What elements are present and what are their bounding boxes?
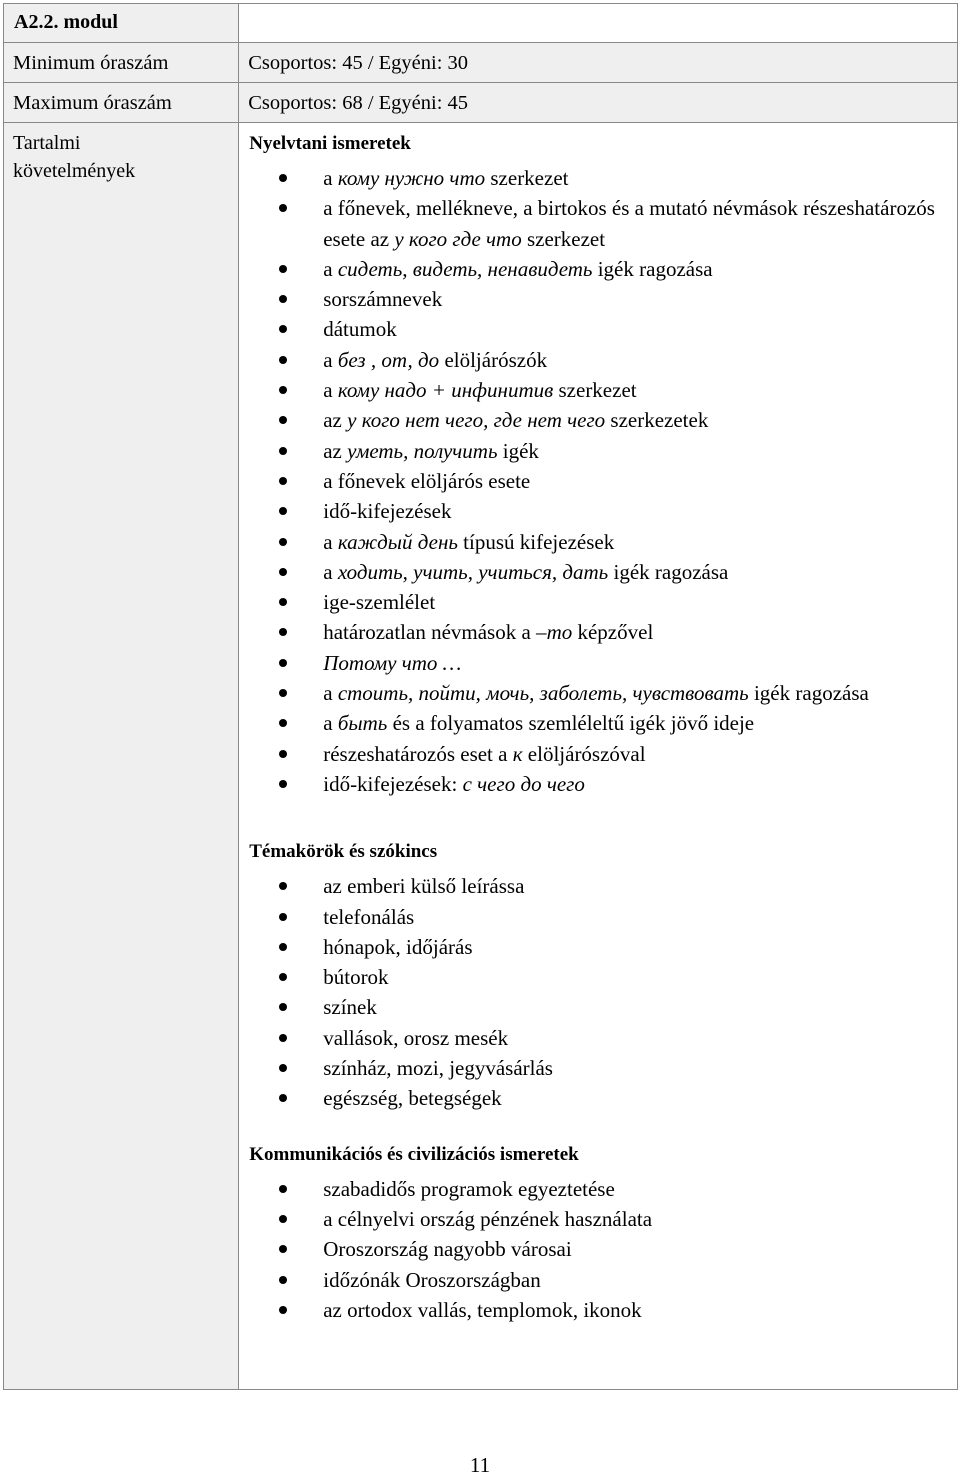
list-item: a без , от, до elöljárószók bbox=[249, 345, 957, 375]
content-label: Tartalmi követelmények bbox=[13, 132, 136, 182]
section-heading: Kommunikációs és civilizációs ismeretek bbox=[249, 1143, 579, 1165]
content-sections bbox=[239, 123, 957, 1325]
min-hours-label-cell bbox=[4, 43, 239, 83]
list-item: bútorok bbox=[249, 962, 957, 992]
list-item: színház, mozi, jegyvásárlás bbox=[249, 1053, 957, 1083]
list-item: telefonálás bbox=[249, 902, 957, 932]
list-item: idő-kifejezések bbox=[249, 496, 957, 526]
list-item: a кому надо + инфинитив szerkezet bbox=[249, 375, 957, 405]
content-cell bbox=[239, 123, 958, 1390]
min-hours-label: Minimum óraszám bbox=[13, 52, 169, 74]
list-item: dátumok bbox=[249, 314, 957, 344]
max-hours-label: Maximum óraszám bbox=[13, 92, 172, 114]
bullet-list bbox=[249, 1174, 957, 1325]
list-item: a стоить, пойти, мочь, заболеть, чувствовать igék ragozása bbox=[249, 678, 957, 708]
list-item: Oroszország nagyobb városai bbox=[249, 1234, 957, 1264]
module-title-empty-cell bbox=[239, 4, 958, 43]
list-item: időzónák Oroszországban bbox=[249, 1265, 957, 1295]
content-label-cell bbox=[4, 123, 239, 1390]
list-item: határozatlan névmások a –то képzővel bbox=[249, 617, 957, 647]
section-heading: Témakörök és szókincs bbox=[249, 841, 438, 863]
list-item: az у кого нет чего, где нет чего szerkezetek bbox=[249, 405, 957, 435]
list-item: a ходить, учить, учиться, дать igék ragozása bbox=[249, 557, 957, 587]
list-item: a főnevek, mellékneve, a birtokos és a mutató névmások részeshatározós esete az у кого где что szerkezet bbox=[249, 193, 957, 254]
list-item: a сидеть, видеть, ненавидеть igék ragozása bbox=[249, 254, 957, 284]
list-item: sorszámnevek bbox=[249, 284, 957, 314]
topics-section bbox=[249, 839, 957, 1113]
list-item: vallások, orosz mesék bbox=[249, 1023, 957, 1053]
list-item: ige-szemlélet bbox=[249, 587, 957, 617]
list-item: a быть és a folyamatos szemléleltű igék jövő ideje bbox=[249, 708, 957, 738]
list-item: az уметь, получить igék bbox=[249, 436, 957, 466]
bullet-list bbox=[249, 871, 957, 1113]
list-item: a célnyelvi ország pénzének használata bbox=[249, 1204, 957, 1234]
list-item: egészség, betegségek bbox=[249, 1083, 957, 1113]
min-hours-value-cell bbox=[239, 43, 958, 83]
list-item: színek bbox=[249, 992, 957, 1022]
list-item: részeshatározós eset a к elöljárószóval bbox=[249, 739, 957, 769]
list-item: idő-kifejezések: с чего до чего bbox=[249, 769, 957, 799]
module-table bbox=[3, 3, 958, 1390]
list-item: a каждый день típusú kifejezések bbox=[249, 527, 957, 557]
list-item: a кому нужно что szerkezet bbox=[249, 163, 957, 193]
min-hours-value: Csoportos: 45 / Egyéni: 30 bbox=[248, 52, 469, 74]
section-heading: Nyelvtani ismeretek bbox=[249, 133, 411, 154]
list-item: a főnevek elöljárós esete bbox=[249, 466, 957, 496]
list-item: az emberi külső leírássa bbox=[249, 871, 957, 901]
list-item: az ortodox vallás, templomok, ikonok bbox=[249, 1295, 957, 1325]
bullet-list bbox=[249, 163, 957, 799]
module-title-cell bbox=[4, 4, 239, 43]
list-item: Потому что … bbox=[249, 648, 957, 678]
max-hours-value: Csoportos: 68 / Egyéni: 45 bbox=[248, 92, 469, 114]
module-title: A2.2. modul bbox=[14, 11, 118, 33]
list-item: szabadidős programok egyeztetése bbox=[249, 1174, 957, 1204]
page-number: 11 bbox=[469, 1453, 491, 1477]
communication-section bbox=[249, 1142, 957, 1325]
max-hours-value-cell bbox=[239, 83, 958, 123]
grammar-section bbox=[249, 131, 957, 799]
max-hours-label-cell bbox=[4, 83, 239, 123]
list-item: hónapok, időjárás bbox=[249, 932, 957, 962]
